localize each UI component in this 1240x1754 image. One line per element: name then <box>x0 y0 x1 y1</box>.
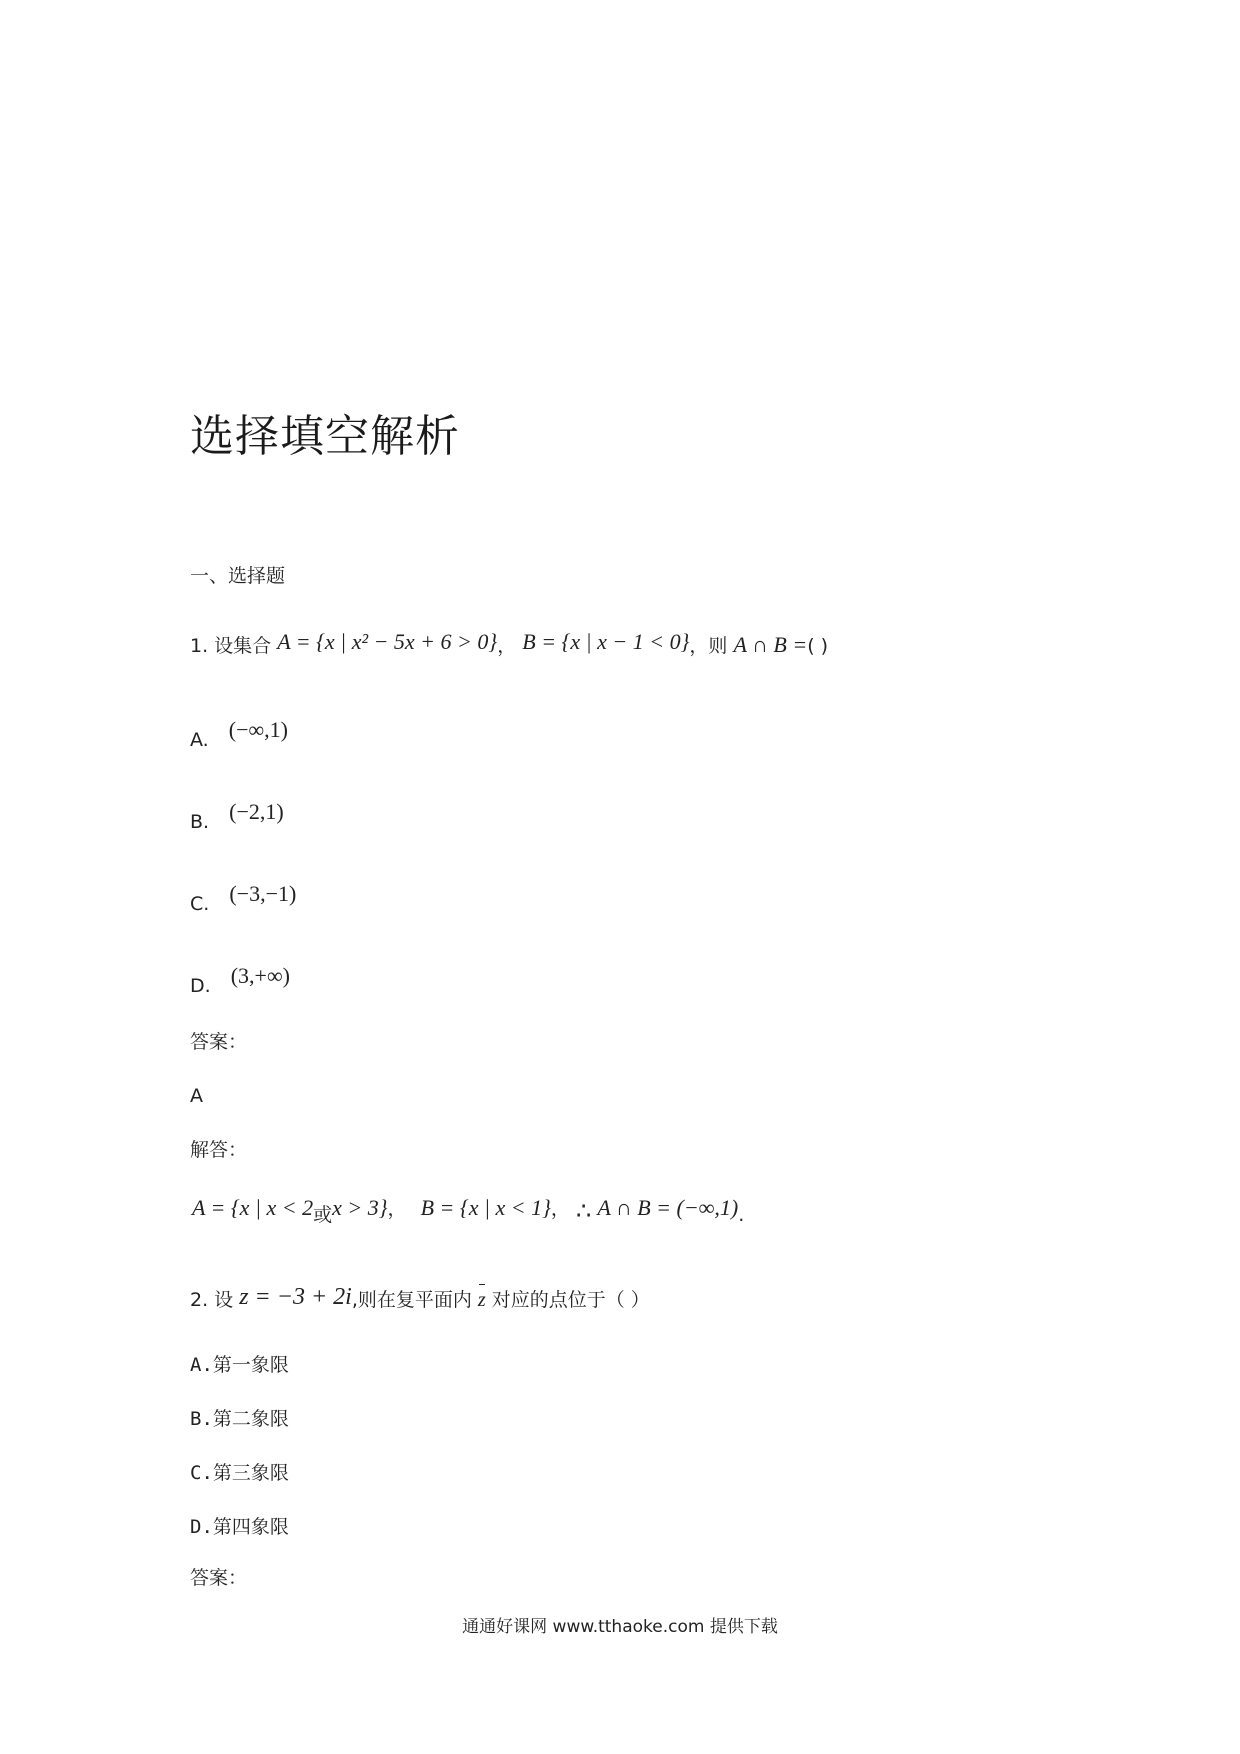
question-2 <box>190 1285 650 1312</box>
option-value: 第四象限 <box>212 1516 289 1538</box>
q1-blank: ( ) <box>807 635 829 657</box>
option-label: A. <box>190 729 209 751</box>
option-value: (−3,−1) <box>229 881 297 906</box>
solution-sep2: ， <box>550 1198 570 1220</box>
q1-sep: ， <box>497 635 517 657</box>
footer: 通通好课网 www.tthaoke.com 提供下载 <box>462 1617 778 1637</box>
q1-answer-label: 答案： <box>190 1031 248 1053</box>
solution-set-a2: x > 3} <box>332 1195 388 1220</box>
solution-set-b: B = {x | x < 1} <box>420 1195 551 1220</box>
option-value: 第三象限 <box>212 1462 289 1484</box>
solution-result: A ∩ B = (−∞,1) <box>597 1195 739 1220</box>
option-value: 第一象限 <box>212 1354 289 1376</box>
option-label: C. <box>190 1462 213 1484</box>
option-value: (3,+∞) <box>230 963 290 988</box>
section-heading: 一、选择题 <box>190 565 286 587</box>
question-1 <box>190 630 828 658</box>
solution-or: 或 <box>313 1204 333 1226</box>
q2-answer-label: 答案： <box>190 1567 248 1589</box>
solution-end: . <box>738 1204 745 1226</box>
solution-sep: ， <box>387 1198 407 1220</box>
q2-option-b <box>190 1404 289 1431</box>
q2-option-c <box>190 1458 289 1485</box>
page-title: 选择填空解析 <box>190 411 460 462</box>
q1-solution-label: 解答： <box>190 1139 248 1161</box>
q2-option-a <box>190 1350 289 1377</box>
q1-prefix: 1. 设集合 <box>190 635 272 657</box>
q1-expr: A ∩ B = <box>733 632 808 657</box>
option-label: C. <box>190 893 210 915</box>
therefore-symbol: ∴ <box>575 1199 592 1225</box>
q1-set-a: A = {x | x² − 5x + 6 > 0} <box>277 629 498 654</box>
q2-mid: ,则在复平面内 <box>351 1289 472 1311</box>
q2-option-d <box>190 1512 289 1539</box>
option-label: A. <box>190 1354 213 1376</box>
option-value: (−∞,1) <box>228 717 288 742</box>
q2-suffix: 对应的点位于（ ） <box>491 1289 650 1311</box>
option-label: D. <box>190 975 211 997</box>
option-value: (−2,1) <box>229 799 284 824</box>
solution-set-a: A = {x | x < 2 <box>192 1195 314 1220</box>
q1-solution <box>192 1196 744 1227</box>
q1-answer: A <box>190 1085 203 1107</box>
q1-set-b: B = {x | x − 1 < 0} <box>522 629 690 654</box>
q2-z: z = −3 + 2i <box>239 1284 352 1310</box>
q2-prefix: 2. 设 <box>190 1289 234 1311</box>
option-label: D. <box>190 1516 213 1538</box>
q1-option-a <box>190 718 288 752</box>
q1-option-b <box>190 800 284 834</box>
option-value: 第二象限 <box>212 1408 289 1430</box>
q1-option-c <box>190 882 296 916</box>
option-label: B. <box>190 1408 213 1430</box>
option-label: B. <box>190 811 210 833</box>
q2-z-conjugate: z <box>477 1289 486 1311</box>
q1-then: ，则 <box>689 635 728 657</box>
q1-option-d <box>190 964 290 998</box>
